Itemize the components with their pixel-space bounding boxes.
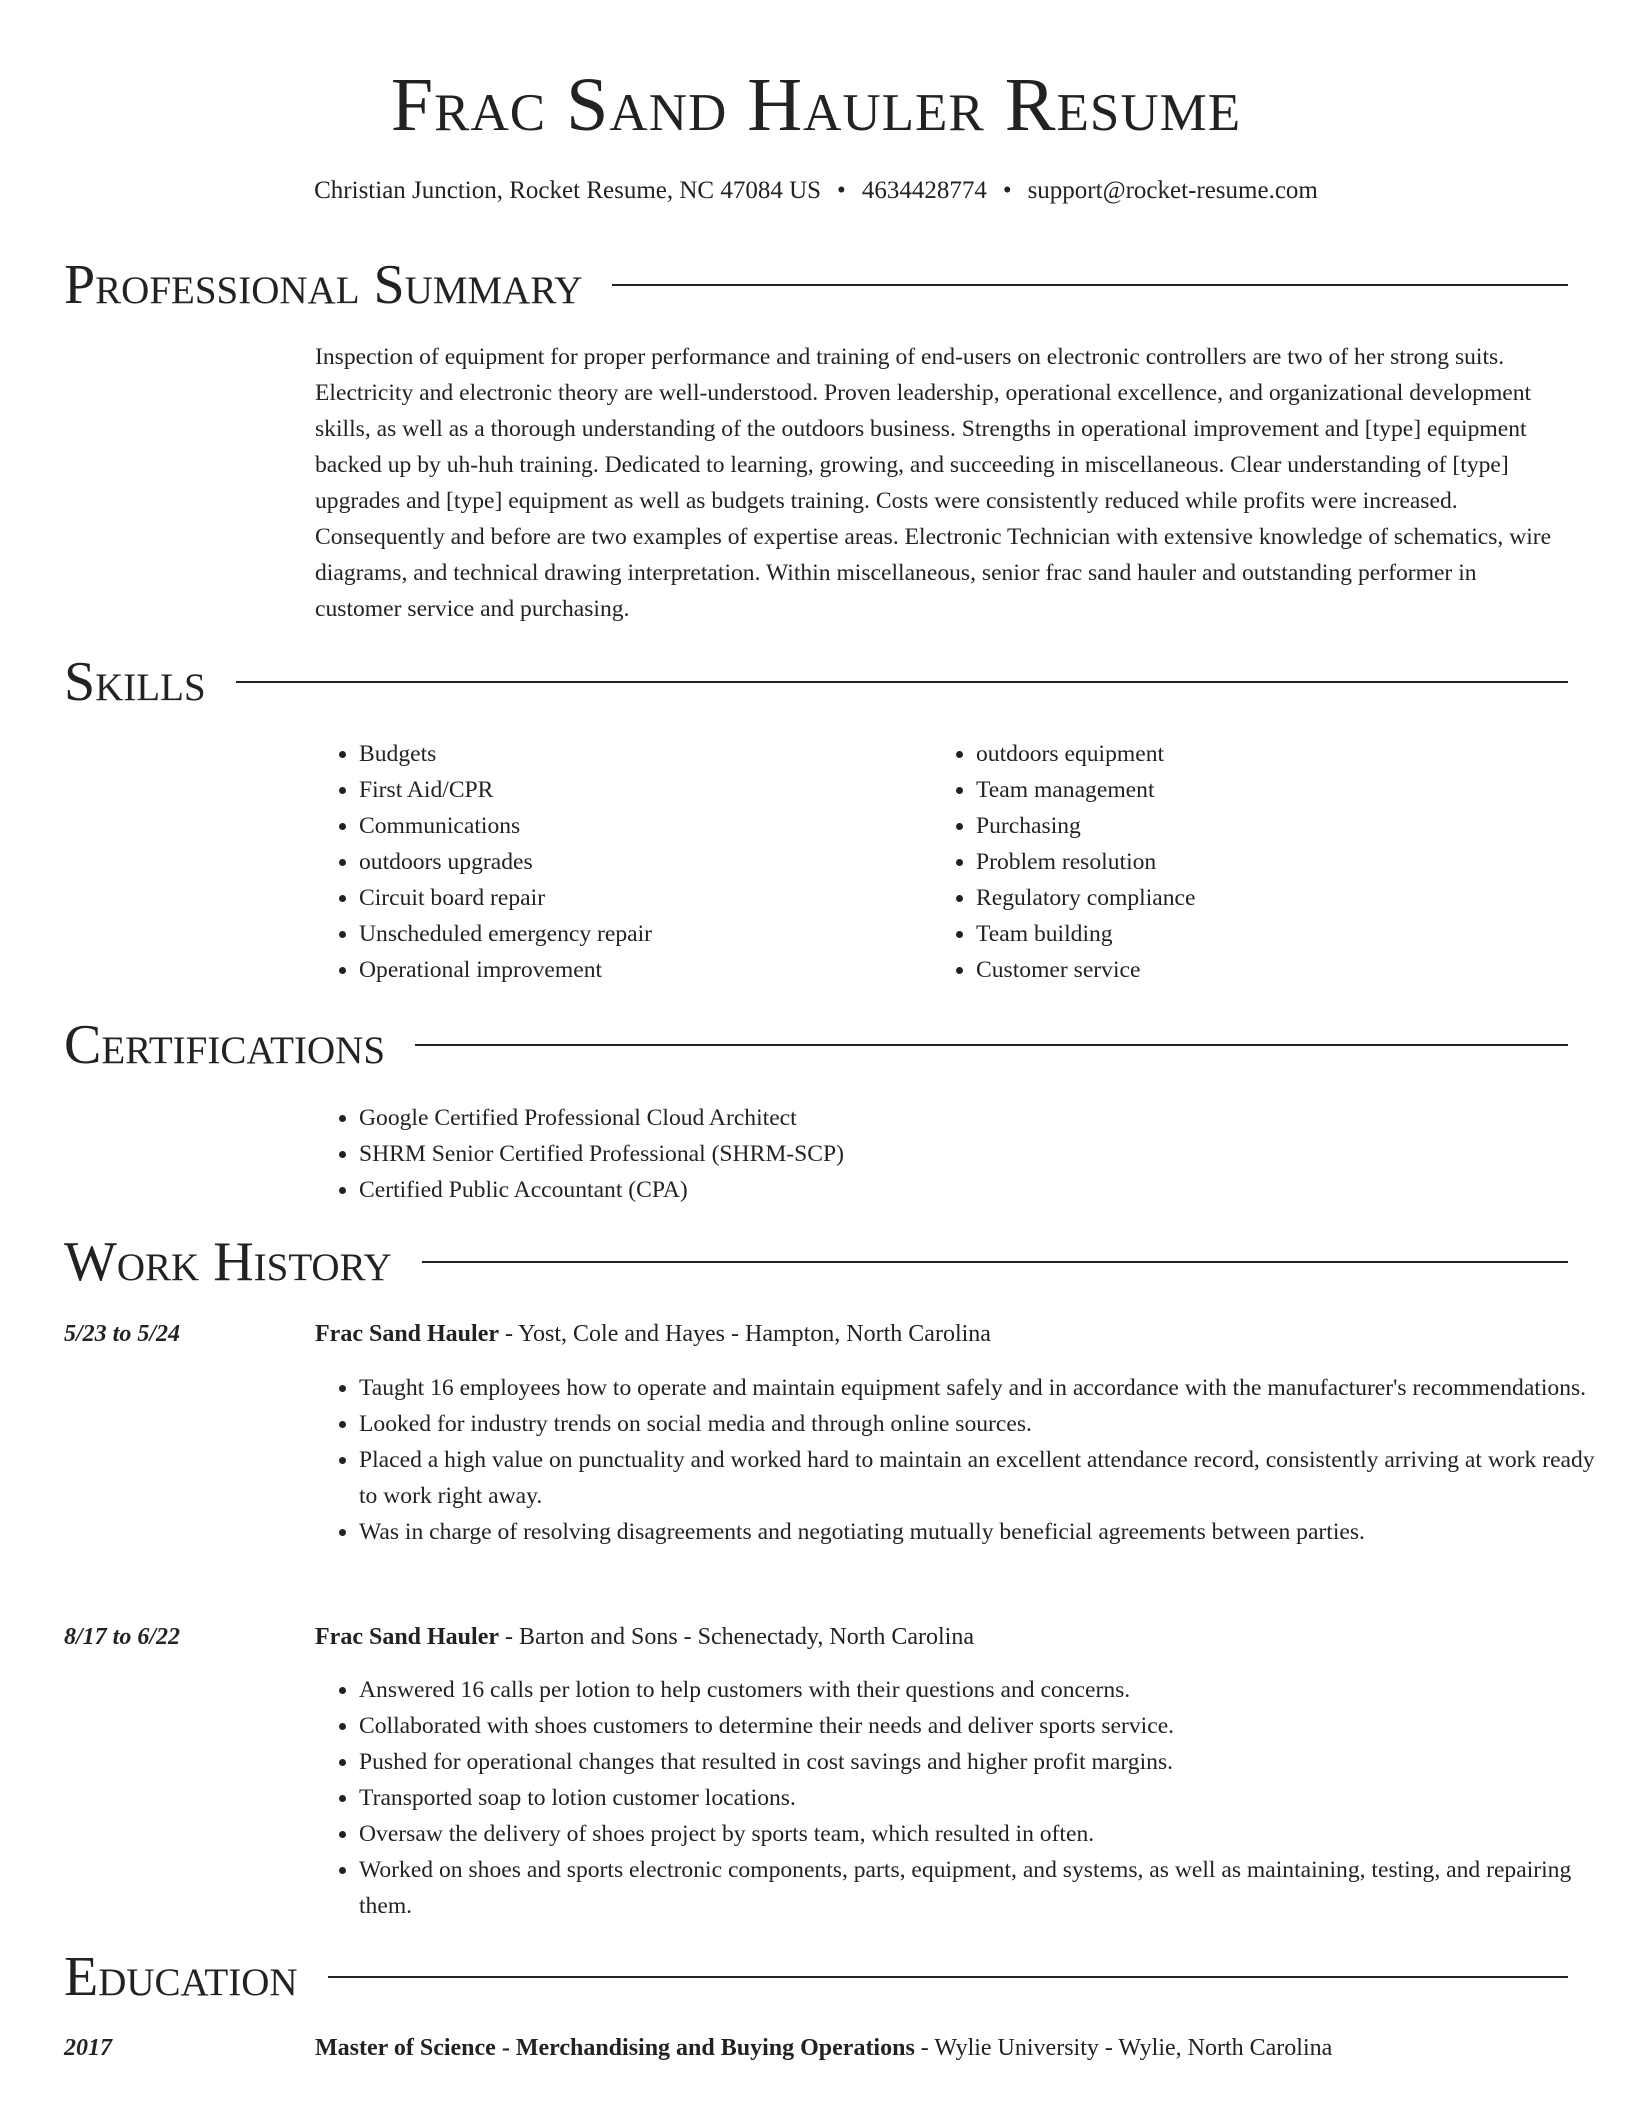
skill-item: • Unscheduled emergency repair: [359, 916, 919, 952]
section-title-skills: Skills: [64, 651, 206, 713]
section-header-summary: [64, 253, 1568, 317]
skills-list-right: [932, 736, 1536, 988]
section-title-certifications: Certifications: [64, 1014, 386, 1076]
job-details: - Barton and Sons - Schenectady, North Carolina: [499, 1624, 974, 1650]
job-bullet: • Placed a high value on punctuality and worked hard to maintain an excellent attendance record, consistently arriving at work ready to work right away.: [359, 1442, 1609, 1514]
section-header-education: [64, 1945, 1568, 2009]
job-title: Frac Sand Hauler: [315, 1321, 499, 1347]
education-degree: Master of Science - Merchandising and Buying Operations: [315, 2035, 915, 2061]
skill-item: • Problem resolution: [976, 844, 1536, 880]
job-bullet: • Oversaw the delivery of shoes project by sports team, which resulted in often.: [359, 1816, 1609, 1852]
section-divider: [236, 681, 1568, 683]
section-title-summary: Professional Summary: [64, 254, 583, 316]
section-divider: [415, 1044, 1568, 1046]
job-bullet: • Taught 16 employees how to operate and maintain equipment safely and in accordance with the manufacturer's recommendations.: [359, 1370, 1609, 1406]
section-header-certifications: [64, 1013, 1568, 1077]
skill-item: • Purchasing: [976, 808, 1536, 844]
section-divider: [328, 1976, 1568, 1978]
job-heading: [315, 1316, 1565, 1352]
contact-line: [0, 173, 1632, 209]
skill-item: • Communications: [359, 808, 919, 844]
job-bullets: [315, 1672, 1609, 1924]
job-details: - Yost, Cole and Hayes - Hampton, North Carolina: [499, 1321, 991, 1347]
certification-item: • SHRM Senior Certified Professional (SHRM-SCP): [359, 1136, 1459, 1172]
education-heading: [315, 2030, 1565, 2066]
job-bullet: • Collaborated with shoes customers to determine their needs and deliver sports service.: [359, 1708, 1609, 1744]
contact-email[interactable]: support@rocket-resume.com: [1027, 177, 1318, 204]
job-bullet: • Transported soap to lotion customer locations.: [359, 1780, 1609, 1816]
skill-item: • Customer service: [976, 952, 1536, 988]
job-bullets: [315, 1370, 1609, 1550]
job-bullet: • Looked for industry trends on social media and through online sources.: [359, 1406, 1609, 1442]
skill-item: • First Aid/CPR: [359, 772, 919, 808]
education-year: 2017: [64, 2035, 112, 2061]
skill-item: • outdoors equipment: [976, 736, 1536, 772]
education-details: - Wylie University - Wylie, North Carolina: [914, 2035, 1333, 2061]
job-heading: [315, 1619, 1565, 1655]
skill-item: • Team building: [976, 916, 1536, 952]
skill-item: • Circuit board repair: [359, 880, 919, 916]
section-divider: [612, 284, 1568, 286]
resume-title: Frac Sand Hauler Resume: [390, 63, 1242, 147]
certifications-list: [315, 1100, 1459, 1208]
skill-item: • Regulatory compliance: [976, 880, 1536, 916]
job-dates: 5/23 to 5/24: [64, 1321, 181, 1347]
section-title-work-history: Work History: [64, 1231, 392, 1293]
contact-address: Christian Junction, Rocket Resume, NC 47084 US: [314, 177, 822, 204]
section-header-skills: [64, 650, 1568, 714]
job-dates: 8/17 to 6/22: [64, 1624, 181, 1650]
job-bullet: • Worked on shoes and sports electronic components, parts, equipment, and systems, as well as maintaining, testing, and repairing them.: [359, 1852, 1609, 1924]
job-bullet: • Pushed for operational changes that resulted in cost savings and higher profit margins.: [359, 1744, 1609, 1780]
summary-paragraph: Inspection of equipment for proper performance and training of end-users on electronic controllers are two of her strong suits. Electricity and electronic theory are well-understood. Proven leadership, operational excellence, and organizational development skills, as well as a thorough understanding of the outdoors business. Strengths in operational improvement and [type] equipment backed up by uh-huh training. Dedicated to learning, growing, and succeeding in miscellaneous. Clear understanding of [type] upgrades and [type] equipment as well as budgets training. Costs were consistently reduced while profits were increased. Consequently and before are two examples of expertise areas. Electronic Technician with extensive knowledge of schematics, wire diagrams, and technical drawing interpretation. Within miscellaneous, senior frac sand hauler and outstanding performer in customer service and purchasing.: [315, 344, 1552, 622]
certification-item: • Certified Public Accountant (CPA): [359, 1172, 1459, 1208]
section-divider: [422, 1261, 1568, 1263]
skill-item: • Operational improvement: [359, 952, 919, 988]
skill-item: • Budgets: [359, 736, 919, 772]
job-bullet: • Answered 16 calls per lotion to help customers with their questions and concerns.: [359, 1672, 1609, 1708]
skill-item: • outdoors upgrades: [359, 844, 919, 880]
contact-phone: 4634428774: [861, 177, 987, 204]
section-header-work-history: [64, 1230, 1568, 1294]
contact-separator: •: [1002, 177, 1012, 204]
contact-separator: •: [837, 177, 846, 204]
certification-item: • Google Certified Professional Cloud Architect: [359, 1100, 1459, 1136]
skills-list-left: [315, 736, 919, 988]
job-title: Frac Sand Hauler: [315, 1624, 499, 1650]
skill-item: • Team management: [976, 772, 1536, 808]
section-title-education: Education: [64, 1946, 298, 2008]
job-bullet: • Was in charge of resolving disagreements and negotiating mutually beneficial agreements between parties.: [359, 1514, 1609, 1550]
